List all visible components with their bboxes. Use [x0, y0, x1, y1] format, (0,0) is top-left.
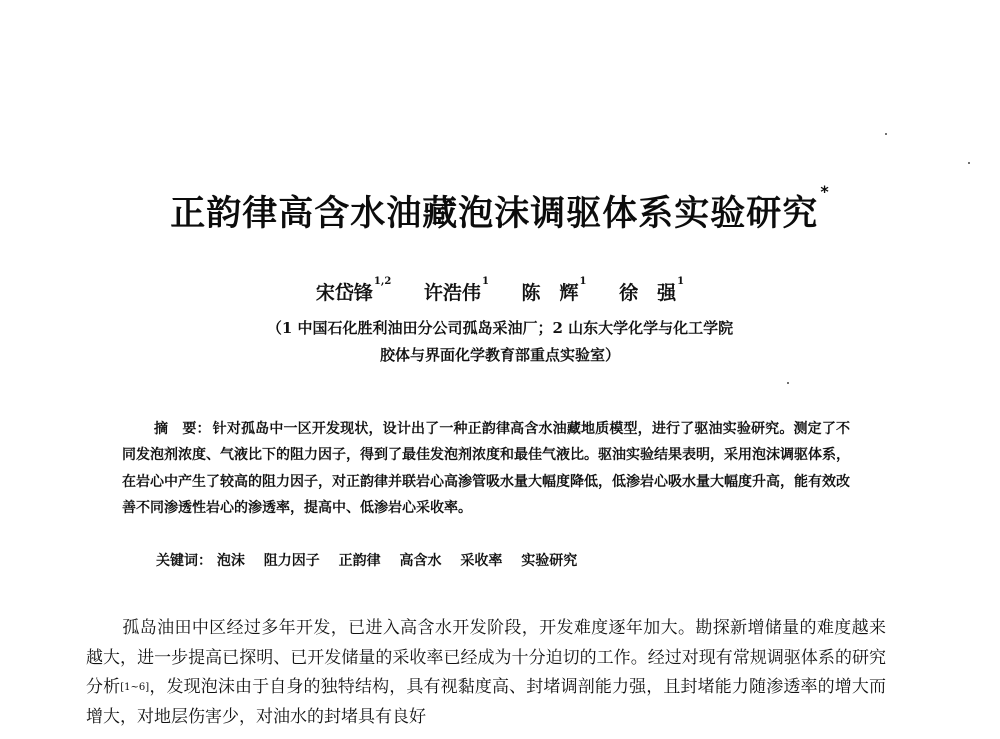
scan-speck	[885, 133, 887, 135]
author-name: 陈 辉	[521, 282, 579, 304]
body-paragraph	[86, 614, 886, 732]
scan-speck	[968, 162, 970, 164]
keyword: 正韵律	[338, 553, 381, 569]
affiliation-line: 胶体与界面化学教育部重点实验室）	[379, 346, 620, 364]
author-list	[0, 278, 1000, 305]
keywords	[156, 550, 591, 570]
scan-speck	[787, 382, 789, 384]
body-text-continued: ，发现泡沫由于自身的独特结构，具有视黏度高、封堵调剖能力强，且封堵能力随渗透率的增大而增大，对地层伤害少，对油水的封堵具有良好	[86, 677, 887, 727]
title-footnote-mark: *	[820, 182, 830, 201]
abstract-label: 摘 要：	[154, 421, 211, 437]
author-name: 许浩伟	[423, 282, 481, 304]
affiliation-line: （1 中国石化胜利油田分公司孤岛采油厂；2 山东大学化学与化工学院	[266, 319, 734, 337]
author-affiliation-mark: 1	[481, 276, 489, 287]
paper-title	[0, 182, 1000, 236]
abstract	[122, 416, 850, 521]
keyword: 采收率	[460, 553, 503, 569]
keywords-label: 关键词：	[156, 553, 212, 569]
author-affiliation-mark: 1,2	[373, 276, 392, 287]
author-name: 徐 强	[619, 282, 677, 304]
author-name: 宋岱锋	[315, 282, 373, 304]
keyword: 泡沫	[216, 553, 245, 569]
author	[619, 278, 684, 305]
author-affiliation-mark: 1	[677, 276, 685, 287]
title-text: 正韵律高含水油藏泡沫调驱体系实验研究	[170, 194, 819, 234]
keyword: 阻力因子	[263, 553, 320, 569]
keyword: 实验研究	[521, 553, 578, 569]
body-text-start: 孤岛油田中区经过多年开发，已进入高含水开发阶段，开发难度逐年加大。勘探新增储量的难度越来越大，进一步提高已探明、已开发储量的采收率已经成为十分迫切的工作。经过对现有常规调驱体系的研究分析	[86, 618, 886, 698]
keyword: 高含水	[399, 553, 442, 569]
abstract-text: 针对孤岛中一区开发现状，设计出了一种正韵律高含水油藏地质模型，进行了驱油实验研究。测定了不同发泡剂浓度、气液比下的阻力因子，得到了最佳发泡剂浓度和最佳气液比。驱油实验结果表明，采用泡沫调驱体系，在岩心中产生了较高的阻力因子，对正韵律并联岩心高渗管吸水量大幅度降低，低渗岩心吸水量大幅度升高，能有效改善不同渗透性岩心的渗透率，提高中、低渗岩心采收率。	[122, 421, 851, 516]
author	[316, 278, 391, 305]
citation-ref: [1~6]	[120, 682, 150, 694]
author	[522, 278, 587, 305]
author-affiliation-mark: 1	[579, 276, 587, 287]
author	[424, 278, 489, 305]
